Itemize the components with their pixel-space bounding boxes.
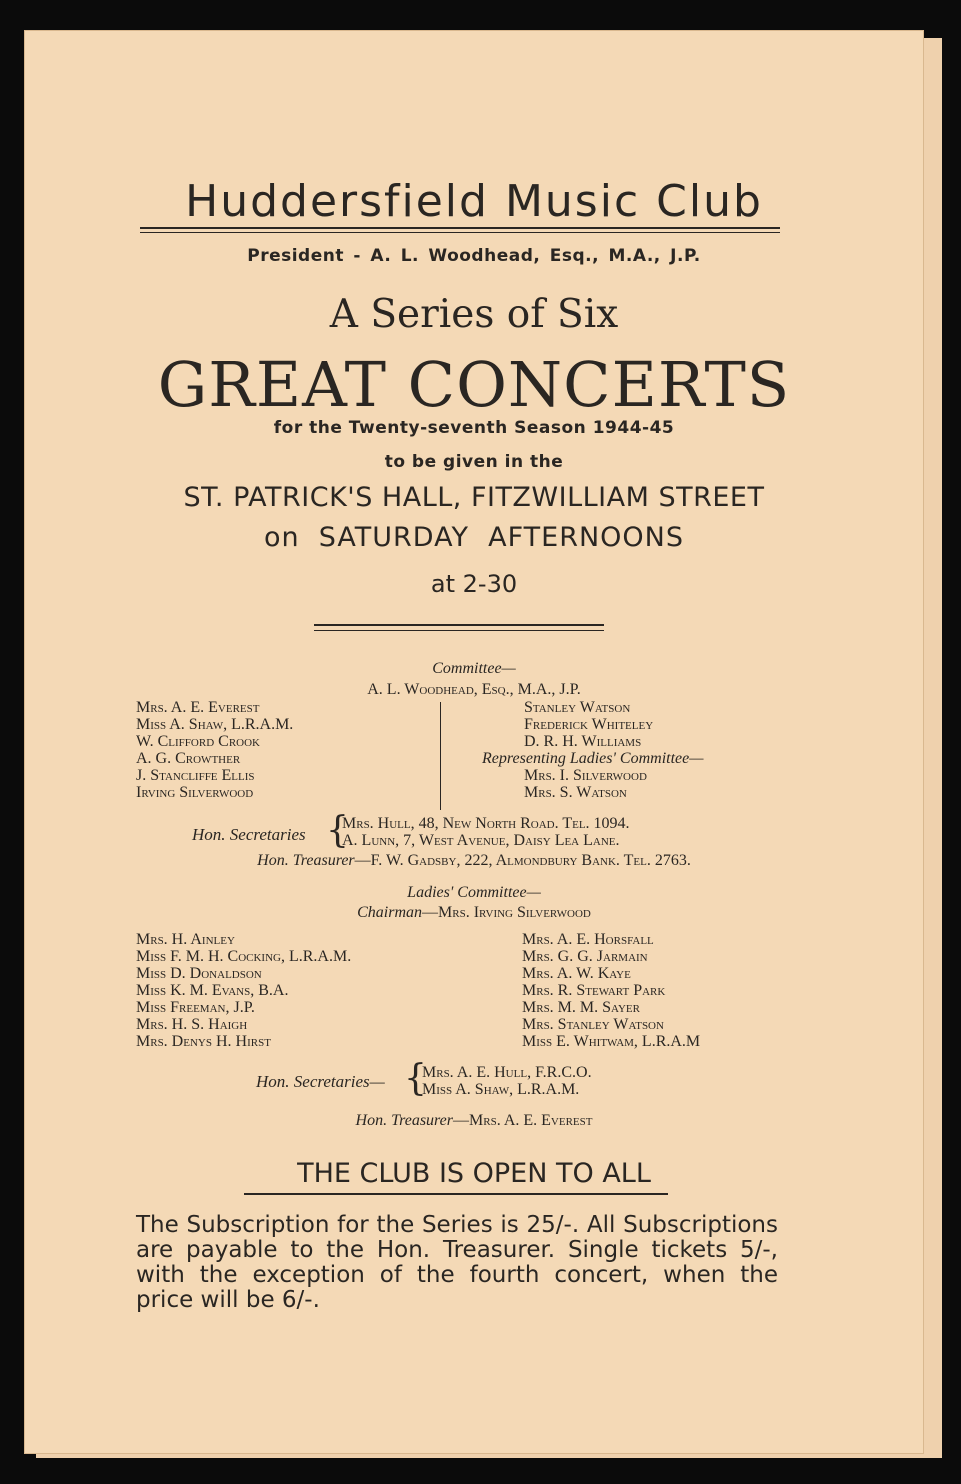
title-underline-thin bbox=[140, 232, 780, 233]
ladies-member: Miss E. Whitwam, L.R.A.M bbox=[522, 1033, 701, 1050]
committee-member: Stanley Watson bbox=[524, 699, 631, 716]
day-line: on SATURDAY AFTERNOONS bbox=[263, 522, 685, 553]
hon-secretary: A. Lunn, 7, West Avenue, Daisy Lea Lane. bbox=[342, 832, 620, 849]
given-line: to be given in the bbox=[384, 452, 564, 472]
committee-member: Frederick Whiteley bbox=[524, 716, 654, 733]
hon-treasurer: —F. W. Gadsby, 222, Almondbury Bank. Tel. 2763. bbox=[354, 852, 691, 869]
ladies-member: Miss D. Donaldson bbox=[136, 965, 262, 982]
ladies-hon-treasurer: —Mrs. A. E. Everest bbox=[453, 1112, 593, 1129]
ladies-member: Mrs. A. W. Kaye bbox=[522, 965, 631, 982]
representing-label: Representing Ladies' Committee— bbox=[482, 750, 704, 767]
ladies-hon-treasurer-label: Hon. Treasurer bbox=[355, 1112, 454, 1129]
column-divider bbox=[440, 702, 441, 810]
time-line: at 2-30 bbox=[430, 570, 518, 598]
ladies-hon-secretaries-label: Hon. Secretaries— bbox=[256, 1072, 385, 1091]
venue-line: ST. PATRICK'S HALL, FITZWILLIAM STREET bbox=[183, 482, 765, 513]
open-underline bbox=[244, 1193, 668, 1195]
hon-treasurer-label: Hon. Treasurer bbox=[257, 852, 355, 869]
ladies-member: Miss K. M. Evans, B.A. bbox=[136, 982, 289, 999]
programme-leaflet bbox=[24, 30, 924, 1454]
committee-member: Mrs. A. E. Everest bbox=[136, 699, 260, 716]
hon-secretary: Mrs. Hull, 48, New North Road. Tel. 1094. bbox=[342, 815, 630, 832]
title-underline bbox=[140, 227, 780, 229]
committee-heading: Committee— bbox=[432, 660, 516, 677]
ladies-member: Miss F. M. H. Cocking, L.R.A.M. bbox=[136, 948, 352, 965]
ladies-hon-secretary: Miss A. Shaw, L.R.A.M. bbox=[422, 1081, 580, 1098]
ladies-member: Mrs. H. S. Haigh bbox=[136, 1016, 248, 1033]
ladies-member: Mrs. H. Ainley bbox=[136, 931, 235, 948]
great-concerts-heading: GREAT CONCERTS bbox=[157, 348, 791, 421]
ladies-right-column bbox=[522, 931, 700, 1050]
subscription-paragraph: The Subscription for the Series is 25/-. All Subscriptions are payable to the Hon. Treasurer. Single tickets 5/-, with the exception of the fourth concert, when the price will be 6/-. bbox=[136, 1212, 778, 1313]
committee-member: J. Stancliffe Ellis bbox=[136, 767, 255, 784]
committee-chair: A. L. Woodhead, Esq., M.A., J.P. bbox=[367, 681, 581, 698]
ladies-committee-heading: Ladies' Committee— bbox=[407, 884, 541, 901]
club-title: Huddersfield Music Club bbox=[185, 176, 763, 227]
committee-member: Miss A. Shaw, L.R.A.M. bbox=[136, 716, 294, 733]
committee-member: Mrs. I. Silverwood bbox=[524, 767, 647, 784]
season-line: for the Twenty-seventh Season 1944-45 bbox=[273, 418, 675, 438]
brace-icon: { bbox=[404, 1058, 427, 1099]
committee-member: Mrs. S. Watson bbox=[524, 784, 627, 801]
section-divider-thin bbox=[314, 630, 604, 631]
ladies-member: Mrs. A. E. Horsfall bbox=[522, 931, 654, 948]
committee-member: A. G. Crowther bbox=[136, 750, 241, 767]
committee-member: Irving Silverwood bbox=[136, 784, 254, 801]
committee-member: W. Clifford Crook bbox=[136, 733, 260, 750]
club-open-heading: THE CLUB IS OPEN TO ALL bbox=[297, 1158, 651, 1189]
series-heading: A Series of Six bbox=[329, 292, 619, 337]
ladies-member: Mrs. M. M. Sayer bbox=[522, 999, 640, 1016]
committee-member: D. R. H. Williams bbox=[524, 733, 642, 750]
ladies-member: Mrs. Stanley Watson bbox=[522, 1016, 664, 1033]
chairman-name: —Mrs. Irving Silverwood bbox=[422, 904, 591, 921]
chairman-label: Chairman bbox=[357, 904, 423, 921]
ladies-member: Mrs. G. G. Jarmain bbox=[522, 948, 648, 965]
president-line: President - A. L. Woodhead, Esq., M.A., J.P. bbox=[247, 246, 701, 266]
brace-icon: { bbox=[326, 810, 349, 851]
ladies-chairman-line bbox=[24, 904, 924, 922]
committee-left-column bbox=[136, 699, 293, 801]
committee-right-column bbox=[482, 699, 703, 801]
hon-secretaries-label: Hon. Secretaries bbox=[192, 825, 306, 844]
ladies-member: Miss Freeman, J.P. bbox=[136, 999, 255, 1016]
ladies-member: Mrs. R. Stewart Park bbox=[522, 982, 666, 999]
section-divider bbox=[314, 624, 604, 626]
hon-treasurer-line bbox=[24, 852, 924, 870]
ladies-hon-secretary: Mrs. A. E. Hull, F.R.C.O. bbox=[422, 1064, 592, 1081]
ladies-hon-treasurer-line bbox=[24, 1112, 924, 1130]
ladies-left-column bbox=[136, 931, 351, 1050]
ladies-member: Mrs. Denys H. Hirst bbox=[136, 1033, 271, 1050]
